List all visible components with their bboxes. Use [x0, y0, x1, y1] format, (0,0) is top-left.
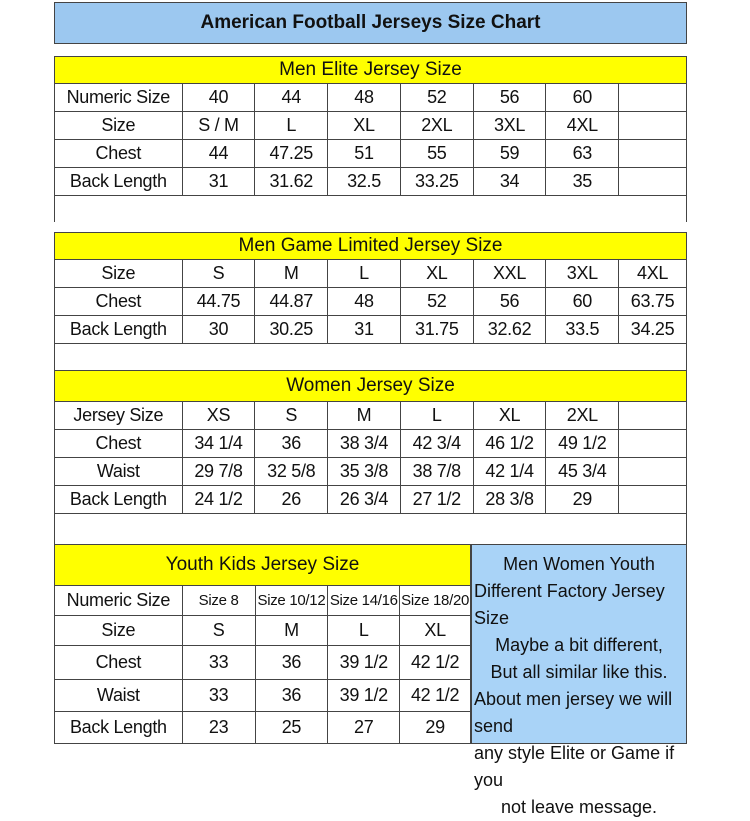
note-line: But all similar like this. — [490, 662, 668, 682]
table-cell: XL — [474, 402, 547, 430]
table-cell: 31 — [328, 316, 401, 344]
table-cell: 51 — [328, 140, 401, 168]
table-cell: 36 — [256, 646, 329, 680]
table-cell: 55 — [401, 140, 474, 168]
table-cell: 26 — [255, 486, 328, 514]
table-row — [54, 260, 687, 288]
table-cell: 3XL — [546, 260, 619, 288]
table-cell: L — [328, 616, 400, 646]
row-label: Waist — [55, 680, 183, 712]
table-cell: 47.25 — [255, 140, 328, 168]
table-cell: 28 3/8 — [474, 486, 547, 514]
row-label: Waist — [55, 458, 183, 486]
table-row — [54, 140, 687, 168]
row-label: Chest — [55, 288, 183, 316]
table-cell: 31.75 — [401, 316, 474, 344]
size-note — [471, 544, 687, 817]
game-heading: Men Game Limited Jersey Size — [54, 232, 687, 260]
table-row — [54, 112, 687, 140]
table-cell: Size 18/20 — [400, 586, 471, 616]
table-row — [54, 168, 687, 196]
table-cell: XXL — [474, 260, 547, 288]
row-label: Back Length — [55, 316, 183, 344]
table-cell: 35 3/8 — [328, 458, 401, 486]
note-line: any style Elite or Game if you — [474, 743, 675, 790]
table-row — [54, 586, 471, 616]
table-cell: 29 — [400, 712, 471, 744]
section-gap — [54, 514, 687, 544]
note-line: About men jersey we will send — [474, 689, 673, 736]
table-cell: 39 1/2 — [328, 680, 400, 712]
section-gap — [54, 344, 687, 370]
size-chart — [54, 2, 689, 817]
table-cell: 25 — [256, 712, 329, 744]
table-cell: 52 — [401, 84, 474, 112]
table-cell: 44 — [183, 140, 256, 168]
table-row — [54, 316, 687, 344]
table-cell: 24 1/2 — [183, 486, 256, 514]
note-line: not leave message. — [500, 797, 658, 817]
table-cell — [619, 486, 686, 514]
table-cell: 27 — [328, 712, 400, 744]
table-cell: 32 5/8 — [255, 458, 328, 486]
table-cell: Size 8 — [183, 586, 256, 616]
row-label: Numeric Size — [55, 84, 183, 112]
table-cell: M — [256, 616, 329, 646]
table-row — [54, 430, 687, 458]
table-cell: L — [401, 402, 474, 430]
row-label: Numeric Size — [55, 586, 183, 616]
table-row — [54, 616, 471, 646]
table-cell: 38 3/4 — [328, 430, 401, 458]
table-cell: 34 — [474, 168, 547, 196]
table-cell: 60 — [546, 288, 619, 316]
note-line: Different Factory Jersey Size — [474, 581, 665, 628]
chart-title: American Football Jerseys Size Chart — [54, 2, 687, 44]
table-cell: 27 1/2 — [401, 486, 474, 514]
table-cell: 31 — [183, 168, 256, 196]
table-cell: 56 — [474, 84, 547, 112]
table-cell: 44 — [255, 84, 328, 112]
table-cell: 4XL — [619, 260, 686, 288]
table-cell: 44.75 — [183, 288, 256, 316]
table-cell: XL — [400, 616, 471, 646]
row-label: Size — [55, 616, 183, 646]
table-cell: L — [328, 260, 401, 288]
row-label: Chest — [55, 430, 183, 458]
row-label: Back Length — [55, 712, 183, 744]
table-cell: 38 7/8 — [401, 458, 474, 486]
table-cell: 42 3/4 — [401, 430, 474, 458]
table-cell: XL — [401, 260, 474, 288]
table-cell: 4XL — [546, 112, 619, 140]
table-cell: 2XL — [401, 112, 474, 140]
note-line: Men Women Youth — [503, 554, 655, 574]
table-cell: 46 1/2 — [474, 430, 547, 458]
table-cell: 35 — [546, 168, 619, 196]
table-cell: 3XL — [474, 112, 547, 140]
table-cell: S — [255, 402, 328, 430]
table-cell — [619, 168, 686, 196]
table-cell: 48 — [328, 84, 401, 112]
women-heading: Women Jersey Size — [54, 370, 687, 402]
table-row — [54, 486, 687, 514]
table-cell: 63.75 — [619, 288, 686, 316]
row-label: Size — [55, 112, 183, 140]
table-row — [54, 288, 687, 316]
table-cell: 30.25 — [255, 316, 328, 344]
row-label: Chest — [55, 646, 183, 680]
table-cell — [619, 402, 686, 430]
table-cell — [619, 458, 686, 486]
table-cell: 26 3/4 — [328, 486, 401, 514]
table-cell: 23 — [183, 712, 256, 744]
table-cell: 56 — [474, 288, 547, 316]
table-cell: 32.5 — [328, 168, 401, 196]
table-cell: S / M — [183, 112, 256, 140]
table-row — [54, 402, 687, 430]
table-cell: 33.25 — [401, 168, 474, 196]
table-row — [54, 646, 471, 680]
table-cell: XS — [183, 402, 256, 430]
youth-heading: Youth Kids Jersey Size — [54, 544, 471, 586]
table-cell — [619, 84, 686, 112]
table-cell: 40 — [183, 84, 256, 112]
table-cell: 59 — [474, 140, 547, 168]
table-cell: XL — [328, 112, 401, 140]
table-cell: 42 1/4 — [474, 458, 547, 486]
table-cell: 42 1/2 — [400, 680, 471, 712]
table-cell: M — [255, 260, 328, 288]
table-cell: 33 — [183, 680, 256, 712]
table-cell: 48 — [328, 288, 401, 316]
table-cell: S — [183, 260, 256, 288]
table-row — [54, 680, 471, 712]
table-cell: 36 — [255, 430, 328, 458]
table-cell: 29 — [546, 486, 619, 514]
table-row — [54, 84, 687, 112]
row-label: Size — [55, 260, 183, 288]
table-cell: S — [183, 616, 256, 646]
section-gap — [54, 196, 687, 222]
table-cell: 33 — [183, 646, 256, 680]
table-cell: 49 1/2 — [546, 430, 619, 458]
table-cell: 31.62 — [255, 168, 328, 196]
table-cell: 33.5 — [546, 316, 619, 344]
table-cell: 63 — [546, 140, 619, 168]
table-cell: 34 1/4 — [183, 430, 256, 458]
table-row — [54, 458, 687, 486]
elite-heading: Men Elite Jersey Size — [54, 56, 687, 84]
table-cell: 52 — [401, 288, 474, 316]
table-cell: 44.87 — [255, 288, 328, 316]
table-cell: Size 14/16 — [328, 586, 400, 616]
note-line: Maybe a bit different, — [495, 635, 663, 655]
table-cell — [619, 140, 686, 168]
table-cell: 30 — [183, 316, 256, 344]
table-cell — [619, 430, 686, 458]
table-cell: 39 1/2 — [328, 646, 400, 680]
row-label: Chest — [55, 140, 183, 168]
table-row — [54, 712, 471, 744]
table-cell: 36 — [256, 680, 329, 712]
table-cell: 34.25 — [619, 316, 686, 344]
table-cell: 45 3/4 — [546, 458, 619, 486]
table-cell: 32.62 — [474, 316, 547, 344]
table-cell: 42 1/2 — [400, 646, 471, 680]
table-cell: 60 — [546, 84, 619, 112]
table-cell: 29 7/8 — [183, 458, 256, 486]
table-cell: 2XL — [546, 402, 619, 430]
row-label: Back Length — [55, 168, 183, 196]
table-cell: M — [328, 402, 401, 430]
table-cell — [619, 112, 686, 140]
table-cell: L — [255, 112, 328, 140]
row-label: Back Length — [55, 486, 183, 514]
table-cell: Size 10/12 — [256, 586, 329, 616]
row-label: Jersey Size — [55, 402, 183, 430]
